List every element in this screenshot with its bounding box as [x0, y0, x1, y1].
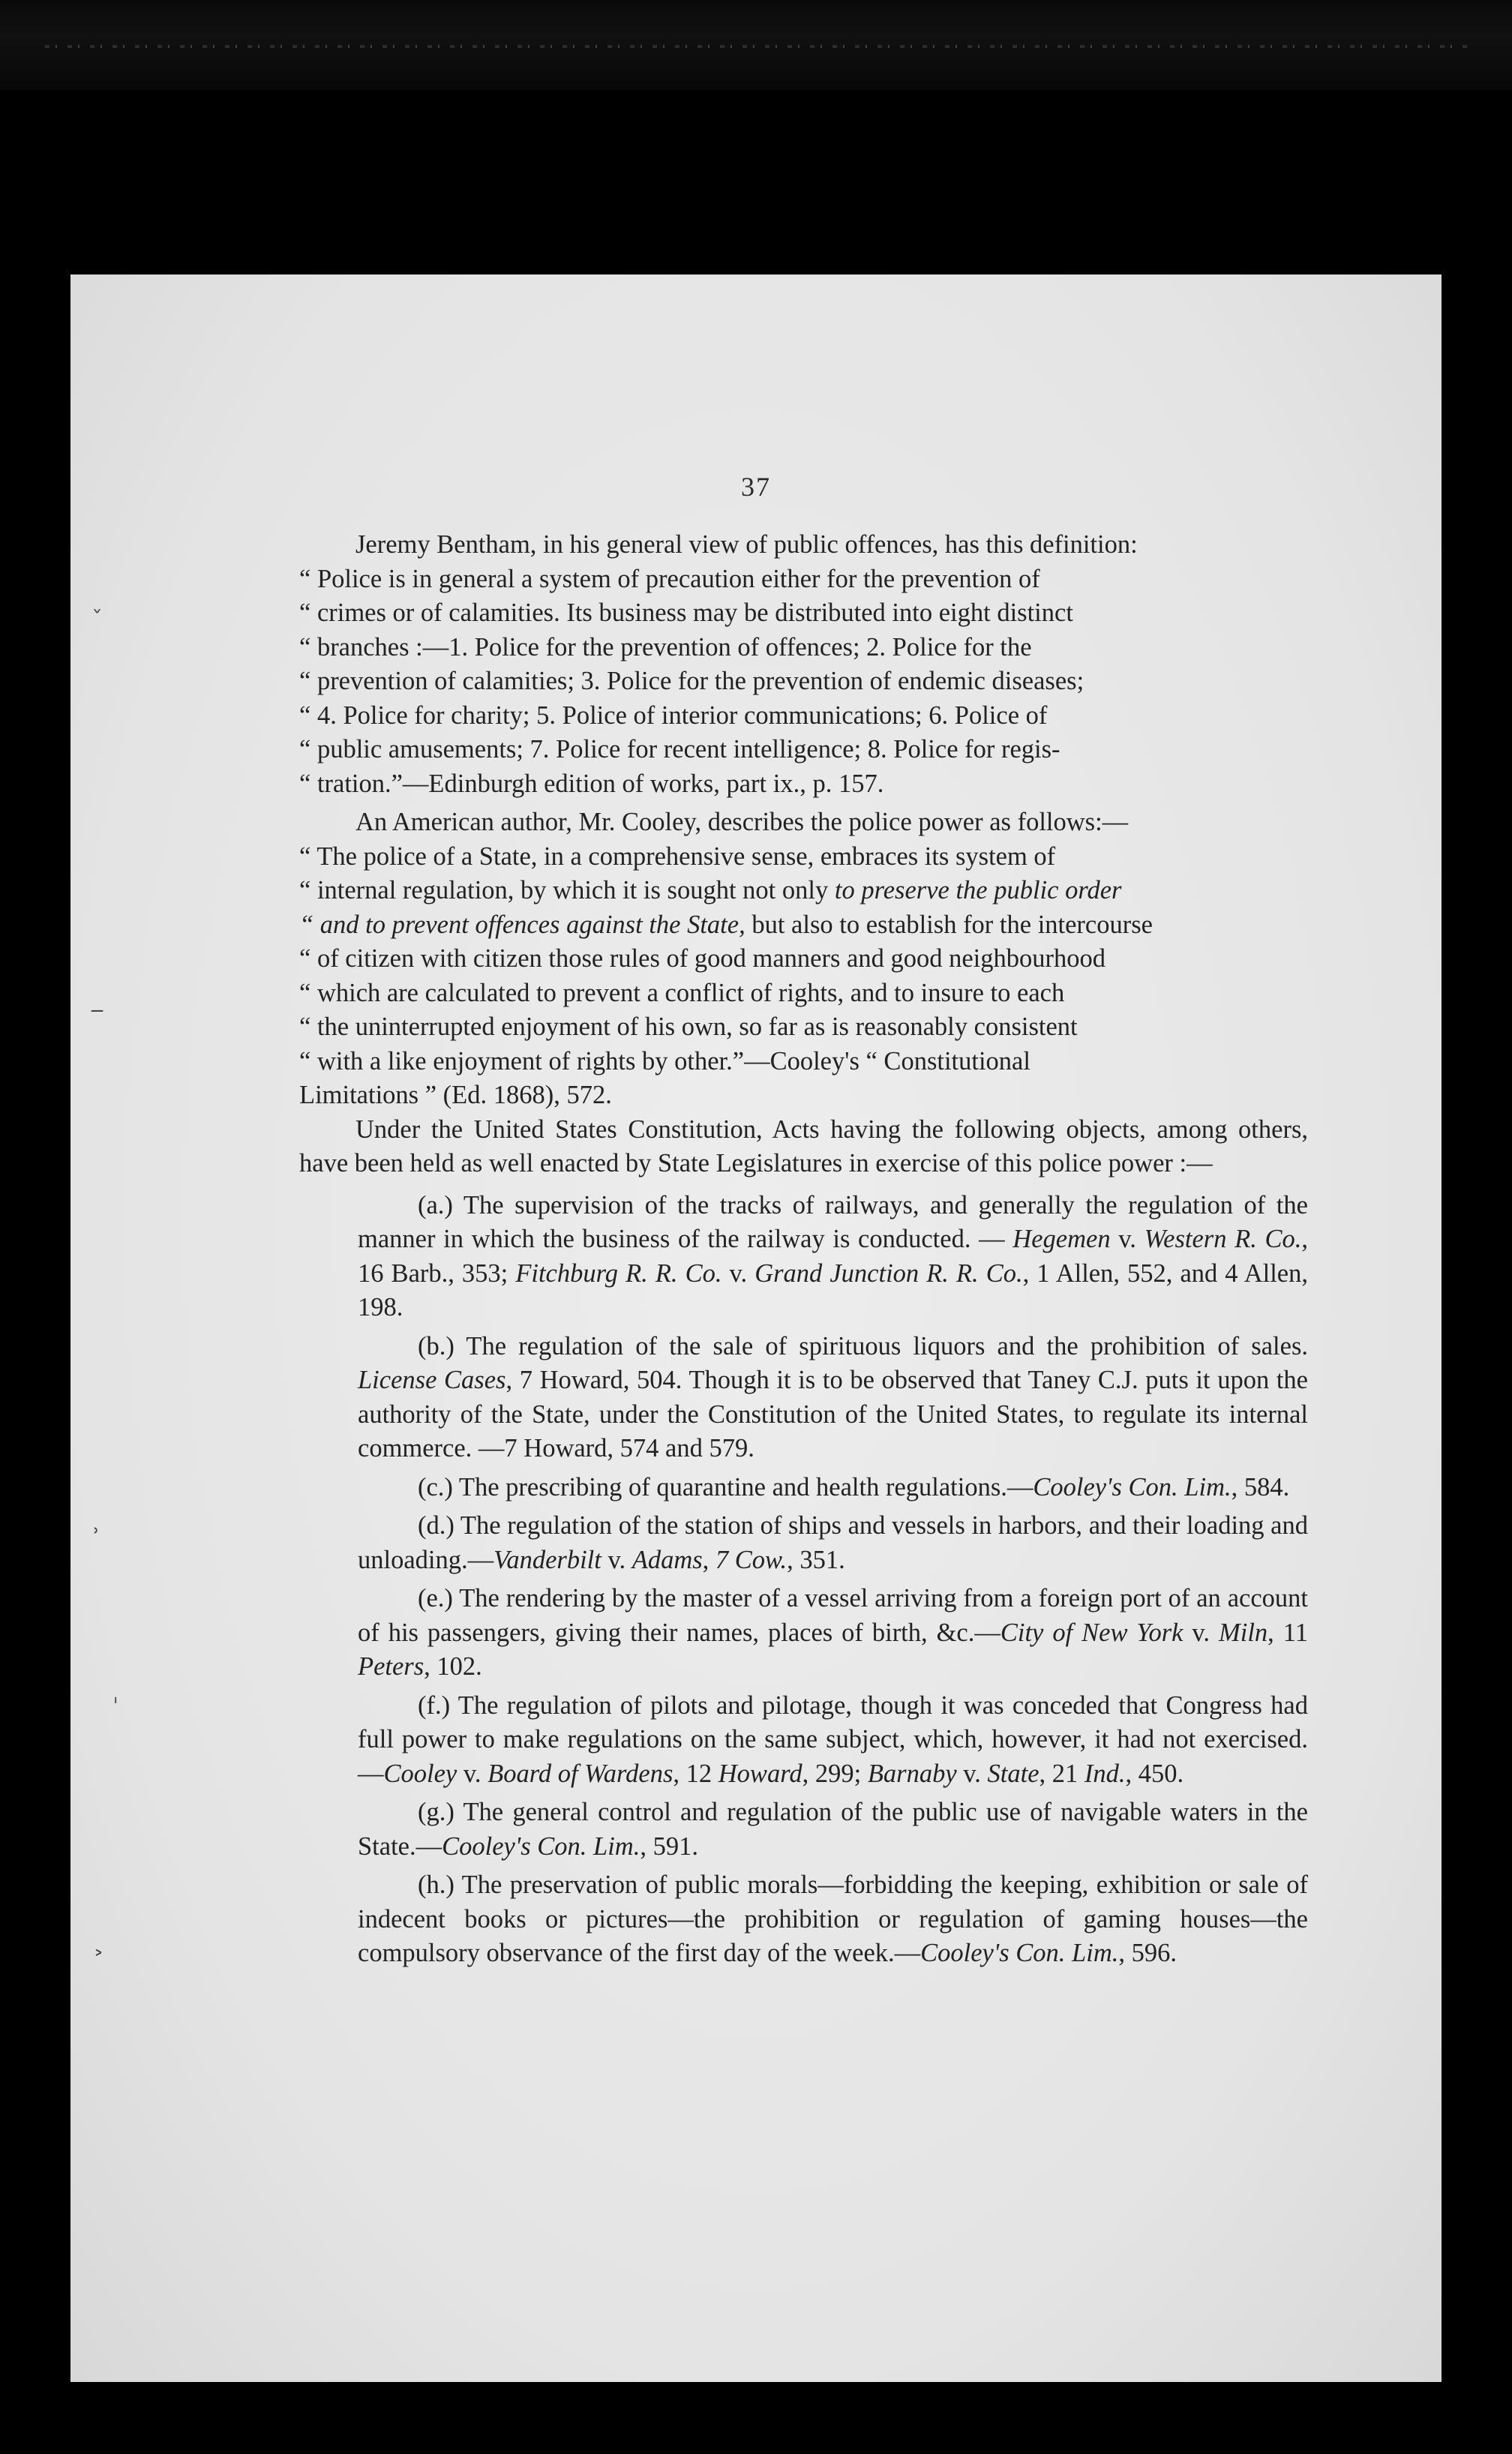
scanned-page [70, 274, 1442, 2382]
emphasis-text: “ and to prevent offences against the State, [299, 910, 746, 939]
item-label: (e.) [418, 1584, 453, 1612]
bentham-quote-line: “ tration.”—Edinburgh edition of works, part ix., p. 157. [299, 769, 884, 798]
list-item-d: (d.) The regulation of the station of ships and vessels in harbors, and their loading and unloading.—Vanderbilt v. Adams, 7 Cow., 351. [358, 1511, 1308, 1574]
item-label: (g.) [418, 1798, 454, 1826]
bentham-quote-line: “ public amusements; 7. Police for recent intelligence; 8. Police for regis- [299, 735, 1060, 764]
cooley-quote-line: “ with a like enjoyment of rights by other.”—Cooley's “ Constitutional [299, 1046, 1030, 1076]
bentham-quote-line: “ 4. Police for charity; 5. Police of interior communications; 6. Police of [299, 700, 1048, 730]
cooley-quote-line: “ The police of a State, in a comprehensive sense, embraces its system of [299, 842, 1056, 871]
scan-border-top [0, 0, 1512, 90]
item-label: (f.) [418, 1690, 451, 1720]
bentham-quote-line: “ branches :—1. Police for the prevention of offences; 2. Police for the [299, 632, 1032, 662]
emphasis-text: to preserve the public order [834, 876, 1122, 904]
cooley-quote-line: Limitations ” (Ed. 1868), 572. [299, 1081, 612, 1109]
cooley-intro-paragraph: An American author, Mr. Cooley, describes the police power as follows:— [356, 808, 1129, 836]
list-item-f: (f.) The regulation of pilots and pilotage, though it was conceded that Congress had full power to make regulations on the same subject, which, however, it had not exercised.—Cooley v. Board of Wardens, 12 Howard, 299; Barnaby v. State, 21 Ind., 450. [358, 1690, 1308, 1788]
item-label: (c.) [418, 1472, 453, 1502]
margin-mark: ˃ [93, 1948, 104, 1974]
margin-mark: ‾ [92, 1007, 103, 1034]
item-label: (d.) [418, 1511, 454, 1540]
list-item-h: (h.) The preservation of public morals—forbidding the keeping, exhibition or sale of indecent books or pictures—the prohibition or regulation of gaming houses—the compulsory observance of the first day of the week.—Cooley's Con. Lim., 596. [358, 1870, 1308, 1967]
list-item-c: (c.) The prescribing of quarantine and health regulations.—Cooley's Con. Lim., 584. [418, 1472, 1290, 1502]
item-label: (b.) [418, 1331, 454, 1360]
bentham-quote-line: “ prevention of calamities; 3. Police for the prevention of endemic diseases; [299, 667, 1084, 695]
list-item-a: (a.) The supervision of the tracks of railways, and generally the regulation of the manner in which the business of the railway is conducted. — Hegemen v. Western R. Co., 16 Barb., 353; Fitchburg R. R. Co. v. Grand Junction R. R. Co., 1 Allen, 552, and 4 Allen, 198. [358, 1190, 1308, 1322]
margin-mark: ˒ [93, 1519, 100, 1545]
cooley-quote-line: “ which are calculated to prevent a conflict of rights, and to insure to each [299, 978, 1065, 1007]
list-item-b: (b.) The regulation of the sale of spirituous liquors and the prohibition of sales. License Cases, 7 Howard, 504. Though it is to be observed that Taney C.J. puts it upon the authority of the State, under the Constitution of the United States, to regulate its internal commerce. —7 Howard, 574 and 579. [358, 1331, 1308, 1462]
bentham-intro-paragraph: Jeremy Bentham, in his general view of public offences, has this definition: [356, 530, 1138, 559]
item-label: (h.) [418, 1870, 454, 1899]
cooley-quote-line: “ the uninterrupted enjoyment of his own, so far as is reasonably consistent [299, 1012, 1078, 1041]
cooley-quote-line: “ and to prevent offences against the State, but also to establish for the intercourse [299, 910, 1153, 939]
item-label: (a.) [418, 1190, 453, 1220]
bentham-quote-line: “ crimes or of calamities. Its business may be distributed into eight distinct [299, 598, 1073, 627]
us-constitution-paragraph: Under the United States Constitution, Acts having the following objects, among others, have been held as well enacted by State Legislatures in exercise of this police power :— [299, 1114, 1308, 1178]
margin-mark: ˇ [92, 607, 103, 633]
page-number: 37 [741, 472, 771, 502]
margin-mark: ˈ [112, 1694, 119, 1720]
bentham-quote-line: “ Police is in general a system of precaution either for the prevention of [299, 564, 1040, 593]
cooley-quote-line: “ of citizen with citizen those rules of good manners and good neighbourhood [299, 944, 1106, 973]
cooley-quote-line: “ internal regulation, by which it is sought not only to preserve the public order [299, 876, 1122, 904]
scan-noise-line [45, 45, 1470, 48]
body-text [299, 528, 1308, 1971]
list-item-g: (g.) The general control and regulation of the public use of navigable waters in the State.—Cooley's Con. Lim., 591. [358, 1798, 1308, 1861]
list-item-e: (e.) The rendering by the master of a vessel arriving from a foreign port of an account of his passengers, giving their names, places of birth, &c.—City of New York v. Miln, 11 Peters, 102. [358, 1584, 1308, 1681]
